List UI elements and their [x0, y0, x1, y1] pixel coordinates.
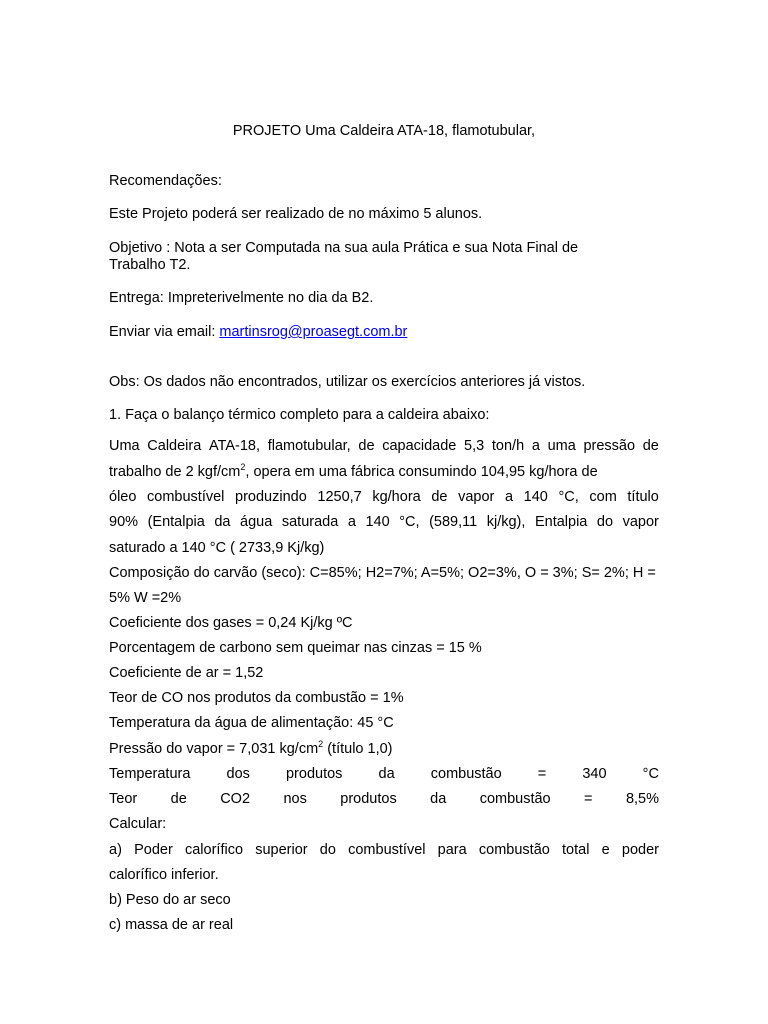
word: 340	[582, 766, 607, 782]
word: 140	[365, 514, 390, 530]
word: °C,	[558, 489, 579, 505]
word: combustão	[479, 791, 551, 807]
composicao-line-2: 5% W =2%	[109, 590, 182, 606]
word: kj/kg),	[486, 514, 526, 530]
pressao-vapor: Pressão do vapor = 7,031 $kg/cm^2$ (título 1,0)	[109, 739, 393, 757]
word: Caldeira	[147, 438, 202, 454]
composicao-line-1: Composição do carvão (seco): C=85%; H2=7%; A=5%; O2=3%, O = 3%; S= 2%; H =	[109, 565, 656, 581]
word: Poder	[134, 842, 173, 858]
email-label: Enviar via email:	[109, 324, 220, 340]
paragraph-line-2: trabalho de 2 kgf/$cm^2$, opera em uma fábrica consumindo 104,95 kg/hora de	[109, 462, 598, 480]
item-b: b) Peso do ar seco	[109, 892, 231, 908]
item-c: c) massa de ar real	[109, 917, 234, 933]
email-link[interactable]: martinsrog@proasegt.com.br	[219, 324, 408, 340]
porcentagem-carbono: Porcentagem de carbono sem queimar nas cinzas = 15 %	[109, 640, 482, 656]
word: total	[562, 842, 590, 858]
teor-co: Teor de CO nos produtos da combustão = 1%	[109, 690, 404, 706]
document-title: PROJETO Uma Caldeira ATA-18, flamotubular,	[232, 123, 536, 139]
word: Teor	[109, 791, 138, 807]
word: título	[627, 489, 659, 505]
word: 8,5%	[625, 791, 659, 807]
word: da	[378, 766, 395, 782]
word: a	[531, 438, 540, 454]
word: flamotubular,	[267, 438, 351, 454]
email-line	[109, 324, 407, 340]
word: do	[596, 514, 614, 530]
projeto-alunos-text: Este Projeto poderá ser realizado de no máximo 5 alunos.	[109, 206, 483, 222]
word: a	[504, 489, 514, 505]
word: Temperatura	[109, 766, 191, 782]
word: Entalpia	[534, 514, 588, 530]
obs-text: Obs: Os dados não encontrados, utilizar os exercícios anteriores já vistos.	[109, 374, 586, 390]
paragraph-line-5: saturado a 140 °C ( 2733,9 Kj/kg)	[109, 540, 325, 556]
word: de	[358, 438, 375, 454]
word: combustão	[478, 842, 550, 858]
word: ton/h	[491, 438, 525, 454]
word: vapor	[458, 489, 495, 505]
item-a-line-1	[109, 842, 659, 858]
question-1: 1. Faça o balanço térmico completo para a caldeira abaixo:	[109, 407, 490, 423]
word: pressão	[583, 438, 636, 454]
paragraph-line-3	[109, 489, 659, 505]
word: °C	[642, 766, 659, 782]
word: (Entalpia	[147, 514, 205, 530]
word: combustível	[348, 842, 426, 858]
word: °C,	[399, 514, 420, 530]
word: com	[589, 489, 617, 505]
word: superior	[255, 842, 308, 858]
word: CO2	[220, 791, 251, 807]
objetivo-line-1: Objetivo : Nota a ser Computada na sua aula Prática e sua Nota Final de	[109, 240, 579, 256]
teor-co2	[109, 791, 659, 807]
word: saturada	[281, 514, 339, 530]
word: produtos	[285, 766, 343, 782]
word: 1250,7	[317, 489, 362, 505]
word: e	[601, 842, 610, 858]
word: capacidade	[382, 438, 457, 454]
word: nos	[283, 791, 307, 807]
word: poder	[621, 842, 659, 858]
word: óleo	[109, 489, 137, 505]
word: calorífico	[184, 842, 244, 858]
word: 5,3	[464, 438, 485, 454]
word: de	[170, 791, 187, 807]
word: dos	[226, 766, 250, 782]
word: ATA-18,	[208, 438, 261, 454]
item-a-line-2: calorífico inferior.	[109, 867, 219, 883]
paragraph-line-1	[109, 438, 659, 454]
word: do	[319, 842, 336, 858]
calcular-heading: Calcular:	[109, 816, 167, 832]
word: Uma	[109, 438, 140, 454]
word: a	[347, 514, 356, 530]
word: =	[537, 766, 547, 782]
word: da	[430, 791, 447, 807]
word: kg/hora	[372, 489, 421, 505]
word: produtos	[340, 791, 397, 807]
objetivo-line-2: Trabalho T2.	[109, 257, 191, 273]
word: de	[642, 438, 659, 454]
word: para	[437, 842, 467, 858]
word: uma	[547, 438, 576, 454]
word: 90%	[109, 514, 139, 530]
temperatura-agua: Temperatura da água de alimentação: 45 °C	[109, 715, 394, 731]
word: 140	[523, 489, 548, 505]
coeficiente-gases: Coeficiente dos gases = 0,24 Kj/kg ºC	[109, 615, 353, 631]
word: água	[240, 514, 273, 530]
word: vapor	[622, 514, 659, 530]
recomendacoes-heading: Recomendações:	[109, 173, 222, 189]
word: (589,11	[429, 514, 478, 530]
paragraph-line-4	[109, 514, 659, 530]
word: da	[214, 514, 231, 530]
word: produzindo	[235, 489, 307, 505]
entrega-text: Entrega: Impreterivelmente no dia da B2.	[109, 290, 374, 306]
word: de	[431, 489, 448, 505]
word: combustão	[430, 766, 502, 782]
temperatura-produtos	[109, 766, 659, 782]
word: =	[584, 791, 593, 807]
word: a)	[109, 842, 122, 858]
coeficiente-ar: Coeficiente de ar = 1,52	[109, 665, 264, 681]
word: combustível	[147, 489, 225, 505]
